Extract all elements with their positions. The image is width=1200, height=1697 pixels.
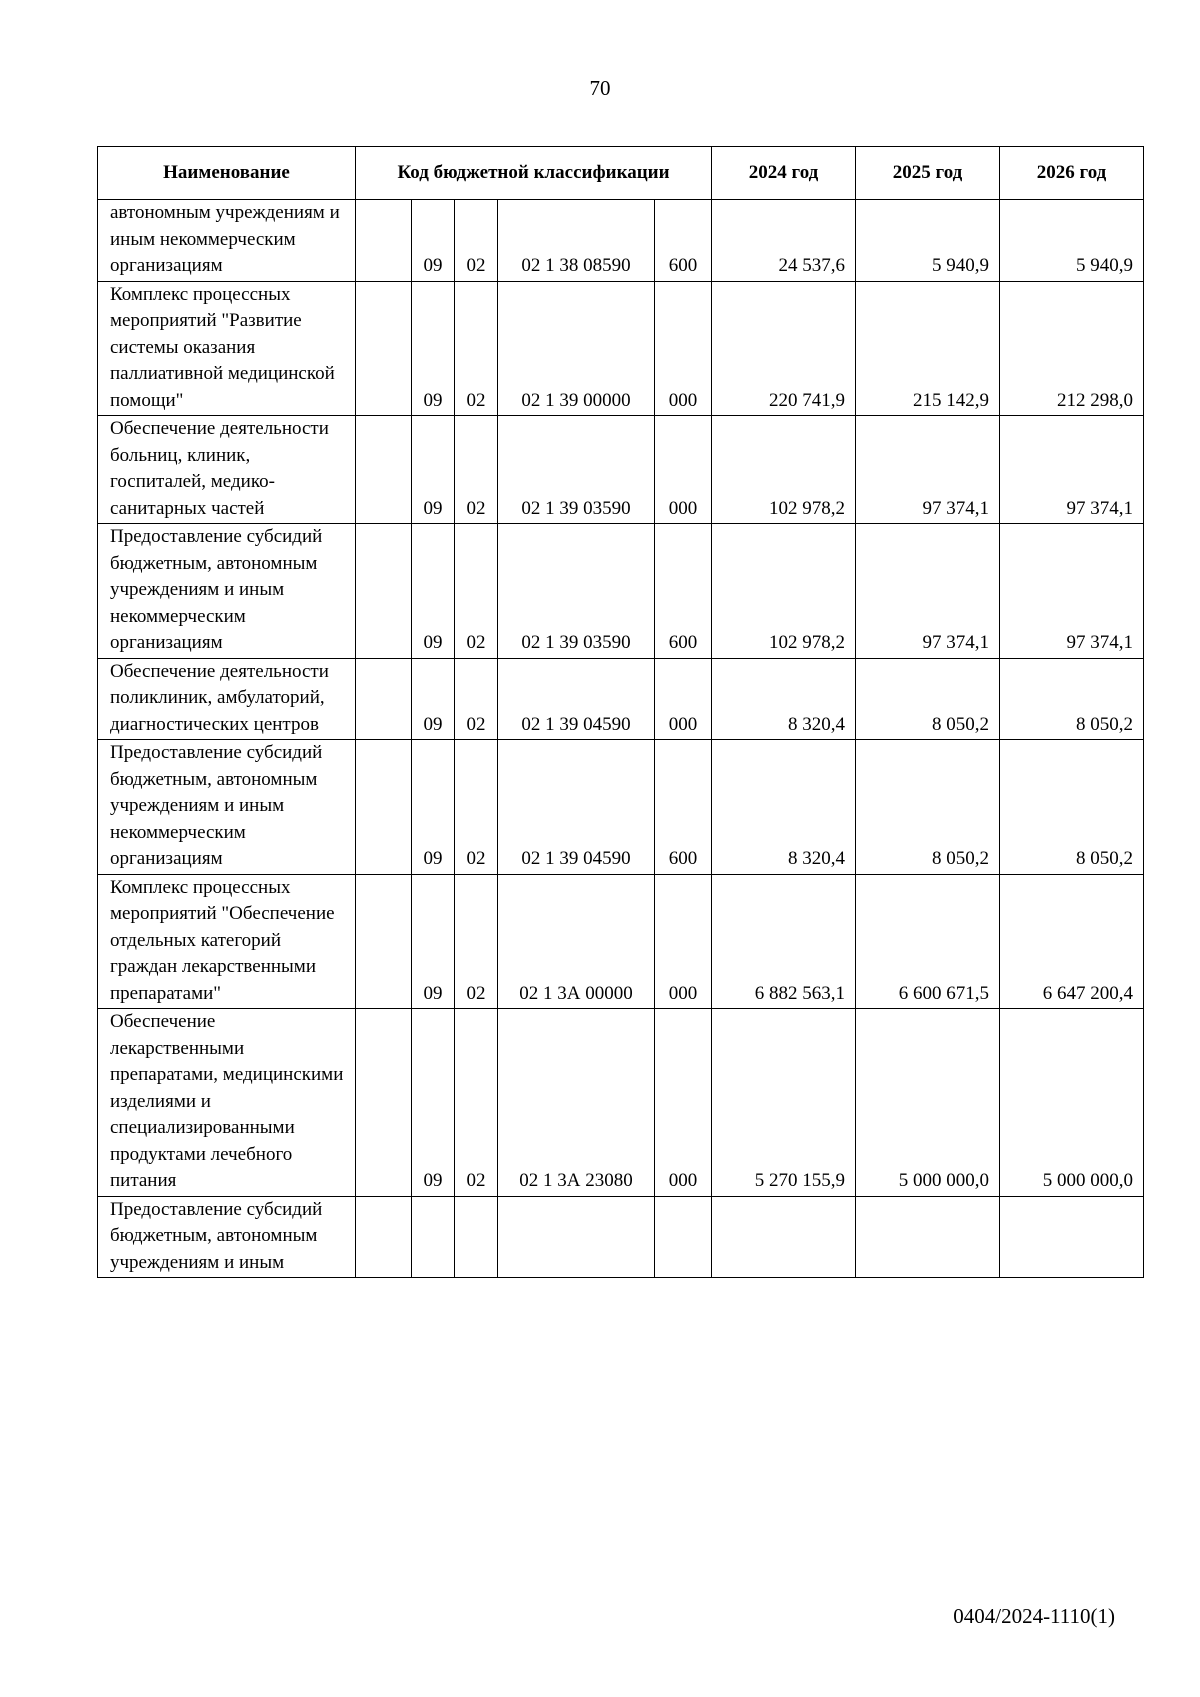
value-2025: 215 142,9	[856, 281, 1000, 416]
row-name: Обеспечение деятельности поликлиник, амбулаторий, диагностических центров	[98, 658, 356, 740]
row-name: Предоставление субсидий бюджетным, автономным учреждениям и иным некоммерческим организациям	[98, 524, 356, 659]
code-part-1	[356, 658, 412, 740]
code-target-article: 02 1 38 08590	[498, 200, 655, 282]
value-2024: 102 978,2	[712, 416, 856, 524]
code-part-1	[356, 1196, 412, 1278]
code-section: 09	[412, 281, 455, 416]
row-name: Предоставление субсидий бюджетным, автономным учреждениям и иным	[98, 1196, 356, 1278]
table-row	[98, 874, 1144, 1009]
row-name: Предоставление субсидий бюджетным, автономным учреждениям и иным некоммерческим организациям	[98, 740, 356, 875]
row-name: Комплекс процессных мероприятий "Развитие системы оказания паллиативной медицинской помощи"	[98, 281, 356, 416]
value-2024: 6 882 563,1	[712, 874, 856, 1009]
code-section	[412, 1196, 455, 1278]
code-expense-type: 600	[655, 524, 712, 659]
table-body	[98, 200, 1144, 1278]
code-expense-type: 000	[655, 1009, 712, 1197]
value-2024: 102 978,2	[712, 524, 856, 659]
code-subsection: 02	[455, 200, 498, 282]
code-expense-type: 600	[655, 200, 712, 282]
value-2025: 8 050,2	[856, 740, 1000, 875]
table-row	[98, 1196, 1144, 1278]
code-section: 09	[412, 740, 455, 875]
code-target-article	[498, 1196, 655, 1278]
value-2026: 5 000 000,0	[1000, 1009, 1144, 1197]
value-2025: 8 050,2	[856, 658, 1000, 740]
table-header-row	[98, 147, 1144, 200]
code-subsection: 02	[455, 281, 498, 416]
value-2024: 24 537,6	[712, 200, 856, 282]
code-target-article: 02 1 39 03590	[498, 524, 655, 659]
code-expense-type: 600	[655, 740, 712, 875]
code-expense-type	[655, 1196, 712, 1278]
code-target-article: 02 1 39 03590	[498, 416, 655, 524]
value-2025: 6 600 671,5	[856, 874, 1000, 1009]
value-2026: 5 940,9	[1000, 200, 1144, 282]
value-2026: 212 298,0	[1000, 281, 1144, 416]
code-subsection: 02	[455, 524, 498, 659]
code-part-1	[356, 281, 412, 416]
code-section: 09	[412, 874, 455, 1009]
code-part-1	[356, 200, 412, 282]
row-name: Обеспечение деятельности больниц, клиник, госпиталей, медико-санитарных частей	[98, 416, 356, 524]
code-subsection: 02	[455, 416, 498, 524]
code-target-article: 02 1 39 04590	[498, 658, 655, 740]
code-target-article: 02 1 3А 00000	[498, 874, 655, 1009]
code-part-1	[356, 874, 412, 1009]
code-section: 09	[412, 200, 455, 282]
value-2026: 97 374,1	[1000, 524, 1144, 659]
code-target-article: 02 1 3А 23080	[498, 1009, 655, 1197]
code-subsection: 02	[455, 874, 498, 1009]
value-2025: 97 374,1	[856, 416, 1000, 524]
row-name: автономным учреждениям и иным некоммерческим организациям	[98, 200, 356, 282]
code-expense-type: 000	[655, 281, 712, 416]
value-2025: 5 000 000,0	[856, 1009, 1000, 1197]
value-2024: 8 320,4	[712, 658, 856, 740]
code-section: 09	[412, 416, 455, 524]
code-expense-type: 000	[655, 874, 712, 1009]
header-2025: 2025 год	[856, 147, 1000, 200]
code-subsection	[455, 1196, 498, 1278]
code-subsection: 02	[455, 1009, 498, 1197]
table-row	[98, 200, 1144, 282]
code-expense-type: 000	[655, 416, 712, 524]
value-2024	[712, 1196, 856, 1278]
value-2026	[1000, 1196, 1144, 1278]
value-2026: 8 050,2	[1000, 740, 1144, 875]
table-row	[98, 416, 1144, 524]
value-2025: 97 374,1	[856, 524, 1000, 659]
header-2026: 2026 год	[1000, 147, 1144, 200]
value-2025: 5 940,9	[856, 200, 1000, 282]
code-subsection: 02	[455, 658, 498, 740]
code-part-1	[356, 524, 412, 659]
value-2024: 5 270 155,9	[712, 1009, 856, 1197]
value-2026: 97 374,1	[1000, 416, 1144, 524]
budget-table	[97, 146, 1144, 1278]
document-code: 0404/2024-1110(1)	[953, 1604, 1115, 1628]
table-row	[98, 281, 1144, 416]
code-subsection: 02	[455, 740, 498, 875]
row-name: Комплекс процессных мероприятий "Обеспечение отдельных категорий граждан лекарственными препаратами"	[98, 874, 356, 1009]
code-part-1	[356, 416, 412, 524]
row-name: Обеспечение лекарственными препаратами, медицинскими изделиями и специализированными продуктами лечебного питания	[98, 1009, 356, 1197]
code-section: 09	[412, 658, 455, 740]
page-number: 70	[589, 76, 611, 100]
code-part-1	[356, 740, 412, 875]
value-2025	[856, 1196, 1000, 1278]
table-row	[98, 740, 1144, 875]
value-2024: 8 320,4	[712, 740, 856, 875]
table-row	[98, 658, 1144, 740]
code-target-article: 02 1 39 00000	[498, 281, 655, 416]
header-2024: 2024 год	[712, 147, 856, 200]
code-section: 09	[412, 1009, 455, 1197]
value-2026: 8 050,2	[1000, 658, 1144, 740]
code-expense-type: 000	[655, 658, 712, 740]
value-2026: 6 647 200,4	[1000, 874, 1144, 1009]
code-target-article: 02 1 39 04590	[498, 740, 655, 875]
code-section: 09	[412, 524, 455, 659]
header-name: Наименование	[98, 147, 356, 200]
value-2024: 220 741,9	[712, 281, 856, 416]
table-row	[98, 524, 1144, 659]
header-code: Код бюджетной классификации	[356, 147, 712, 200]
code-part-1	[356, 1009, 412, 1197]
table-row	[98, 1009, 1144, 1197]
